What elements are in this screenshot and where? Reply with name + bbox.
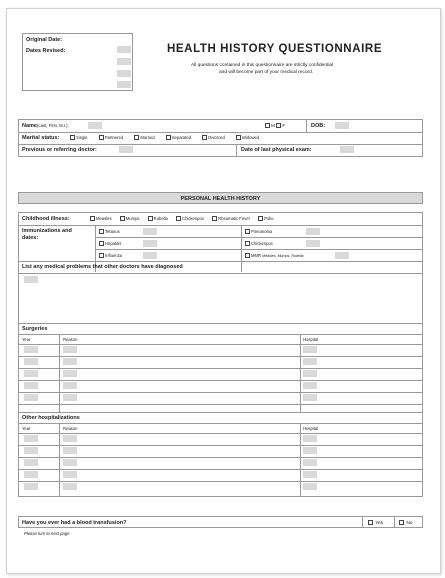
prev-doctor-label: Previous or referring doctor: [22,147,97,153]
surgery-year-5[interactable] [24,394,38,401]
form-page [6,8,441,574]
last-exam-label: Date of last physical exam: [241,147,312,153]
hosp-hospital-2[interactable] [303,447,317,454]
measles-checkbox[interactable] [90,216,95,221]
hosp-year-3[interactable] [24,459,38,466]
influenza-checkbox[interactable] [99,253,104,258]
health-history-box [18,212,423,497]
immunizations-label: Immunizations and dates: [22,228,72,241]
section-header [18,192,423,204]
rheumatic-fever-checkbox[interactable] [212,216,217,221]
pneumonia-checkbox[interactable] [245,229,250,234]
childhood-label: Childhood illness: [22,216,70,222]
transfusion-no: No [399,520,412,526]
hosp-hospital-5[interactable] [303,483,317,490]
dates-box [22,33,133,91]
transfusion-no-checkbox[interactable] [399,520,404,525]
subtitle-line-2: and will become part of your medical record. [219,70,314,75]
transfusion-row [18,516,423,528]
surgery-reason-3[interactable] [63,370,77,377]
surgery-hospital-1[interactable] [303,346,317,353]
hosp-year-1[interactable] [24,435,38,442]
marital-label: Marital status: [22,135,60,141]
other-hosp-label: Other hospitalizations [22,415,80,421]
original-date-label: Original Date: [26,37,63,43]
patient-info-box [18,119,423,157]
hepatitis-option: Hepatitis [99,241,121,246]
hosp-year-4[interactable] [24,471,38,478]
sex-m-checkbox[interactable] [265,123,270,128]
mmr-checkbox[interactable] [245,253,250,258]
pneumonia-date-field[interactable] [306,228,320,235]
section-title: PERSONAL HEALTH HISTORY [180,196,261,202]
surgeries-col-hospital: Hospital [303,337,319,342]
marital-partnered-checkbox[interactable] [99,135,104,140]
surgery-hospital-3[interactable] [303,370,317,377]
dob-field[interactable] [335,122,349,129]
tetanus-date-field[interactable] [143,228,157,235]
transfusion-question: Have you ever had a blood transfusion? [22,520,127,526]
tetanus-checkbox[interactable] [99,229,104,234]
sex-options: M F [265,123,285,129]
revised-date-field-2[interactable] [117,58,131,65]
revised-date-field-3[interactable] [117,70,131,77]
surgery-year-4[interactable] [24,382,38,389]
mmr-date-field[interactable] [335,252,349,259]
marital-widowed-checkbox[interactable] [236,135,241,140]
revised-date-field-1[interactable] [117,46,131,53]
hosp-hospital-3[interactable] [303,459,317,466]
other-hosp-col-hospital: Hospital [303,426,319,431]
page-title: HEALTH HISTORY QUESTIONNAIRE [167,43,383,55]
surgery-reason-2[interactable] [63,358,77,365]
dates-revised-label: Dates Revised: [26,48,66,54]
surgery-hospital-2[interactable] [303,358,317,365]
hosp-reason-1[interactable] [63,435,77,442]
hosp-hospital-1[interactable] [303,435,317,442]
chickenpox-option: Chickenpox [245,241,273,246]
last-exam-field[interactable] [340,146,354,153]
prev-doctor-field[interactable] [119,146,133,153]
marital-separated-checkbox[interactable] [166,135,171,140]
influenza-option: Influenza [99,253,122,258]
childhood-options: Measles Mumps Rubella Chickenpox Rheumatic Fever Polio [90,216,273,221]
surgery-year-2[interactable] [24,358,38,365]
surgery-year-3[interactable] [24,370,38,377]
surgeries-col-year: Year [22,337,31,342]
hepatitis-date-field[interactable] [143,240,157,247]
surgery-hospital-5[interactable] [303,394,317,401]
transfusion-yes: Yes [368,520,383,526]
surgery-reason-4[interactable] [63,382,77,389]
marital-options: Single Partnered Married Separated Divorced Widowed [70,135,259,140]
hepatitis-checkbox[interactable] [99,241,104,246]
sex-f-checkbox[interactable] [276,123,281,128]
subtitle-line-1: All questions contained in this questionnaire are strictly confidential [191,63,334,68]
other-hosp-col-year: Year [22,426,31,431]
tetanus-option: Tetanus [99,229,120,234]
revised-date-field-4[interactable] [117,81,131,88]
influenza-date-field[interactable] [143,252,157,259]
surgery-hospital-4[interactable] [303,382,317,389]
hosp-year-5[interactable] [24,483,38,490]
hosp-reason-3[interactable] [63,459,77,466]
surgery-reason-5[interactable] [63,394,77,401]
mumps-checkbox[interactable] [120,216,125,221]
chickenpox-imm-checkbox[interactable] [245,241,250,246]
hosp-year-2[interactable] [24,447,38,454]
name-field[interactable] [88,122,102,129]
polio-checkbox[interactable] [258,216,263,221]
mmr-option: MMR Measles, Mumps, Rubella [245,253,304,258]
problems-label: List any medical problems that other doctors have diagnosed [22,264,183,270]
marital-divorced-checkbox[interactable] [202,135,207,140]
surgery-year-1[interactable] [24,346,38,353]
problems-field[interactable] [24,276,38,283]
transfusion-yes-checkbox[interactable] [368,520,373,525]
footer-note: Please turn to next page [24,531,70,536]
pneumonia-option: Pneumonia [245,229,272,234]
hosp-reason-4[interactable] [63,471,77,478]
other-hosp-col-reason: Reason [63,426,78,431]
rubella-checkbox[interactable] [148,216,153,221]
dob-label: DOB: [311,123,326,129]
name-label: Name(Last, First, M.I.): [22,123,69,129]
chickenpox-date-field[interactable] [306,240,320,247]
hosp-reason-5[interactable] [63,483,77,490]
surgeries-label: Surgeries [22,326,48,332]
marital-married-checkbox[interactable] [134,135,139,140]
surgeries-col-reason: Reason [63,337,78,342]
surgery-reason-1[interactable] [63,346,77,353]
hosp-hospital-4[interactable] [303,471,317,478]
marital-single-checkbox[interactable] [70,135,75,140]
chickenpox-childhood-checkbox[interactable] [176,216,181,221]
hosp-reason-2[interactable] [63,447,77,454]
